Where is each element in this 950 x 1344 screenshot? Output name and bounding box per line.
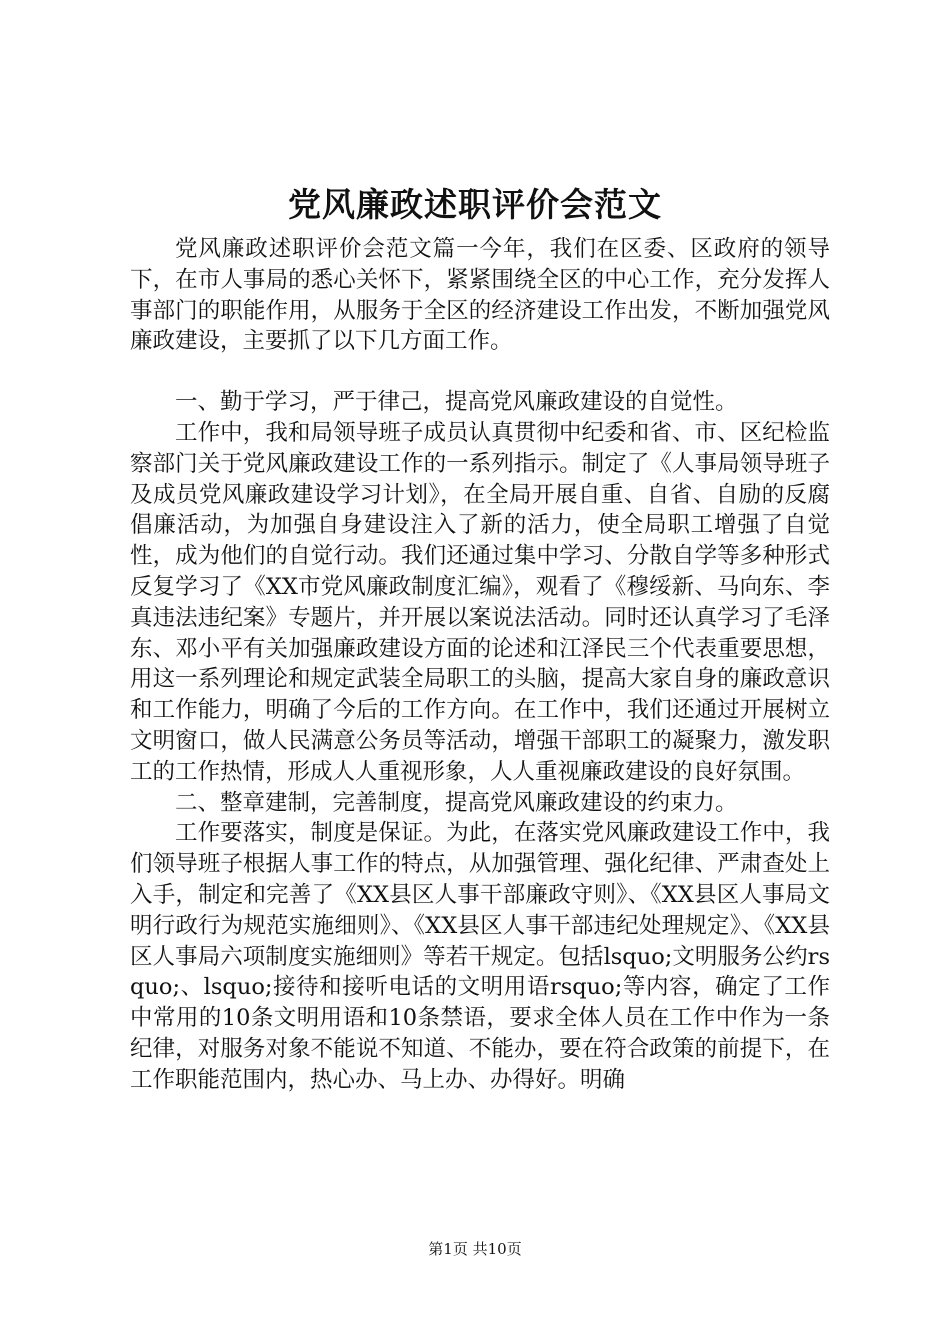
paragraph-section-1: 工作中，我和局领导班子成员认真贯彻中纪委和省、市、区纪检监察部门关于党风廉政建设工作的一系列指示。制定了《人事局领导班子及成员党风廉政建设学习计划》，在全局开展自重、自省、自励的反腐倡廉活动，为加强自身建设注入了新的活力，使全局职工增强了自觉性，成为他们的自觉行动。我们还通过集中学习、分散自学等多种形式反复学习了《XX市党风廉政制度汇编》，观看了《穆绥新、马向东、李真违法违纪案》专题片，并开展以案说法活动。同时还认真学习了毛泽东、邓小平有关加强廉政建设方面的论述和江泽民三个代表重要思想，用这一系列理论和规定武装全局职工的头脑，提高大家自身的廉政意识和工作能力，明确了今后的工作方向。在工作中，我们还通过开展树立文明窗口，做人民满意公务员等活动，增强干部职工的凝聚力，激发职工的工作热情，形成人人重视形象，人人重视廉政建设的良好氛围。	[130, 419, 830, 785]
page-number-footer: 第1页 共10页	[428, 1240, 522, 1258]
paragraph-heading-2: 二、整章建制，完善制度，提高党风廉政建设的约束力。	[175, 789, 738, 816]
document-body	[130, 234, 830, 1096]
paragraph-heading-1: 一、勤于学习，严于律己，提高党风廉政建设的自觉性。	[175, 389, 738, 416]
paragraph-intro: 党风廉政述职评价会范文篇一今年，我们在区委、区政府的领导下，在市人事局的悉心关怀下，紧紧围绕全区的中心工作，充分发挥人事部门的职能作用，从服务于全区的经济建设工作出发，不断加强党风廉政建设，主要抓了以下几方面工作。	[130, 236, 830, 355]
paragraph-section-2: 工作要落实，制度是保证。为此，在落实党风廉政建设工作中，我们领导班子根据人事工作的特点，从加强管理、强化纪律、严肃查处上入手，制定和完善了《XX县区人事干部廉政守则》、《XX县区人事局文明行政行为规范实施细则》、《XX县区人事干部违纪处理规定》、《XX县区人事局六项制度实施细则》等若干规定。包括lsquo;文明服务公约rsquo;、lsquo;接待和接听电话的文明用语rsquo;等内容，确定了工作中常用的10条文明用语和10条禁语，要求全体人员在工作中作为一条纪律，对服务对象不能说不知道、不能办，要在符合政策的前提下，在工作职能范围内，热心办、马上办、办得好。明确	[130, 820, 830, 1093]
document-title: 党风廉政述职评价会范文	[288, 185, 662, 224]
